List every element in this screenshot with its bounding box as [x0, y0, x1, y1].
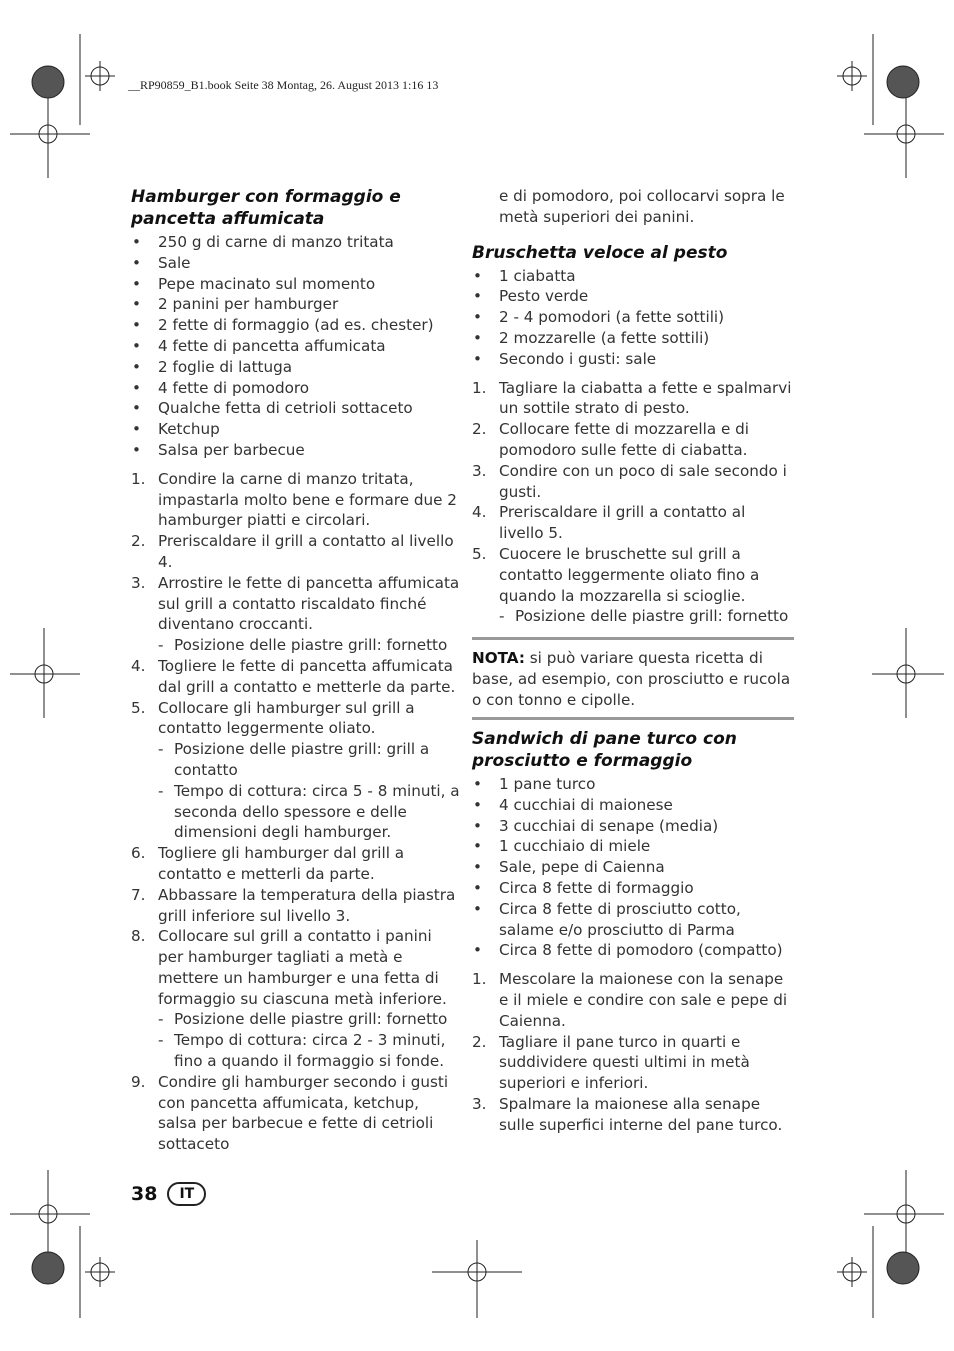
list-item: • 1 pane turco [472, 774, 794, 795]
step-item [472, 1094, 794, 1136]
list-item: • Qualche fetta di cetrioli sottaceto [131, 398, 461, 419]
list-item: • Pesto verde [472, 286, 794, 307]
list-item: • Secondo i gusti: sale [472, 349, 794, 370]
step-number: 3. [472, 1094, 487, 1113]
list-item: • Circa 8 fette di pomodoro (compatto) [472, 940, 794, 961]
step-number: 2. [472, 1032, 487, 1051]
step-item [131, 885, 461, 927]
step-text: Preriscaldare il grill a contatto al livello 4. [158, 532, 454, 571]
step-list [472, 378, 794, 628]
recipe-title: Sandwich di pane turco con prosciutto e formaggio [472, 729, 737, 771]
sub-list [158, 635, 461, 656]
ingredient-list [472, 266, 794, 370]
step-item [472, 502, 794, 544]
file-info-header: __RP90859_B1.book Seite 38 Montag, 26. August 2013 1:16 13 [128, 78, 439, 92]
step-item [472, 969, 794, 1031]
step-number: 3. [472, 461, 487, 480]
step-number: 3. [131, 573, 146, 592]
list-item: • 3 cucchiai di senape (media) [472, 816, 794, 837]
note-box [472, 637, 794, 719]
sub-item: - Posizione delle piastre grill: fornetto [499, 606, 794, 627]
step-item [131, 1072, 461, 1155]
step-number: 5. [472, 544, 487, 563]
list-item: • Ketchup [131, 419, 461, 440]
step-list [472, 969, 794, 1135]
ingredient-list [472, 774, 794, 961]
sub-item: - Posizione delle piastre grill: fornetto [158, 1009, 461, 1030]
step-number: 6. [131, 844, 146, 863]
list-item: • 2 - 4 pomodori (a fette sottili) [472, 307, 794, 328]
step-number: 8. [131, 927, 146, 946]
step-item [131, 843, 461, 885]
step-text: Condire la carne di manzo tritata, impastarla molto bene e formare due 2 hamburger piatti e circolari. [158, 469, 457, 530]
step-text: Spalmare la maionese alla senape sulle superfici interne del pane turco. [499, 1094, 783, 1134]
sub-item: - Posizione delle piastre grill: fornetto [158, 635, 461, 656]
language-badge: IT [167, 1182, 206, 1206]
list-item: • Sale, pepe di Caienna [472, 857, 794, 878]
step-item [472, 544, 794, 627]
list-item: • 2 panini per hamburger [131, 294, 461, 315]
step-text: Condire gli hamburger secondo i gusti con pancetta affumicata, ketchup, salsa per barbecue e fette di cetrioli sottaceto [158, 1072, 449, 1154]
list-item: • 4 cucchiai di maionese [472, 795, 794, 816]
step-item [472, 1032, 794, 1094]
step-list [131, 469, 461, 1155]
step-number: 1. [472, 970, 487, 989]
step-item [131, 656, 461, 698]
sub-item: - Posizione delle piastre grill: grill a contatto [158, 739, 461, 781]
list-item: • Circa 8 fette di formaggio [472, 878, 794, 899]
list-item: • 2 fette di formaggio (ad es. chester) [131, 315, 461, 336]
sub-list [158, 1009, 461, 1071]
step-text: Mescolare la maionese con la senape e il miele e condire con sale e pepe di Caienna. [499, 970, 788, 1030]
list-item: • Circa 8 fette di prosciutto cotto, salame e/o prosciutto di Parma [472, 899, 794, 941]
step-number: 7. [131, 885, 146, 904]
step-text: Togliere le fette di pancetta affumicata dal grill a contatto e metterle da parte. [158, 656, 456, 696]
list-item: • Sale [131, 253, 461, 274]
step-item [131, 573, 461, 656]
step-text: Collocare fette di mozzarella e di pomodoro sulle fette di ciabatta. [499, 420, 750, 459]
recipe-title: Hamburger con formaggio e pancetta affumicata [131, 187, 401, 229]
step-item [131, 926, 461, 1072]
sub-item: - Tempo di cottura: circa 2 - 3 minuti, fino a quando il formaggio si fonde. [158, 1030, 461, 1072]
sub-item: - Tempo di cottura: circa 5 - 8 minuti, a seconda dello spessore e delle dimensioni degli hamburger. [158, 781, 461, 843]
step-number: 2. [131, 532, 146, 551]
step-item [131, 698, 461, 844]
list-item: • 1 ciabatta [472, 266, 794, 287]
step-text: Togliere gli hamburger dal grill a contatto e metterli da parte. [158, 844, 405, 883]
step-text: Condire con un poco di sale secondo i gusti. [499, 461, 787, 501]
step-text: Arrostire le fette di pancetta affumicata sul grill a contatto riscaldato finché diventano croccanti. [158, 573, 460, 634]
left-column [131, 186, 461, 1155]
step-number: 2. [472, 420, 487, 439]
step-item [472, 419, 794, 461]
list-item: • 2 mozzarelle (a fette sottili) [472, 328, 794, 349]
list-item: • Salsa per barbecue [131, 440, 461, 461]
step-number: 1. [472, 378, 487, 397]
page-number: 38 [131, 1183, 158, 1205]
ingredient-list [131, 232, 461, 461]
step-number: 4. [131, 656, 146, 675]
step-text: Tagliare la ciabatta a fette e spalmarvi un sottile strato di pesto. [499, 378, 792, 418]
right-column-lower [472, 728, 794, 1136]
list-item: • 1 cucchiaio di miele [472, 836, 794, 857]
continuation-text: e di pomodoro, poi collocarvi sopra le metà superiori dei panini. [499, 187, 785, 226]
list-item: • Pepe macinato sul momento [131, 274, 461, 295]
step-item [472, 461, 794, 503]
sub-list [499, 606, 794, 627]
step-text: Tagliare il pane turco in quarti e suddividere questi ultimi in metà superiori e inferiori. [499, 1032, 750, 1093]
step-item [131, 531, 461, 573]
step-text: Collocare gli hamburger sul grill a contatto leggermente oliato. [158, 698, 415, 738]
step-number: 4. [472, 503, 487, 522]
list-item: • 4 fette di pomodoro [131, 378, 461, 399]
step-text: Cuocere le bruschette sul grill a contatto leggermente oliato fino a quando la mozzarella si scioglie. [499, 544, 760, 605]
list-item: • 2 foglie di lattuga [131, 357, 461, 378]
step-number: 9. [131, 1072, 146, 1091]
step-item [131, 469, 461, 531]
page-footer [131, 1182, 206, 1206]
sub-list [158, 739, 461, 843]
step-text: Abbassare la temperatura della piastra grill inferiore sul livello 3. [158, 885, 456, 925]
list-item: • 250 g di carne di manzo tritata [131, 232, 461, 253]
list-item: • 4 fette di pancetta affumicata [131, 336, 461, 357]
step-number: 1. [131, 469, 146, 488]
right-column [472, 186, 794, 720]
step-text: Preriscaldare il grill a contatto al livello 5. [499, 503, 746, 543]
step-text: Collocare sul grill a contatto i panini per hamburger tagliati a metà e mettere un hamburger e una fetta di formaggio su ciascuna metà inferiore. [158, 927, 447, 1008]
step-item [472, 378, 794, 420]
recipe-title: Bruschetta veloce al pesto [472, 242, 728, 263]
note-label: NOTA: [472, 649, 525, 668]
step-number: 5. [131, 698, 146, 717]
note-text: si può variare questa ricetta di base, ad esempio, con prosciutto e rucola o con tonno e cipolle. [472, 649, 791, 709]
